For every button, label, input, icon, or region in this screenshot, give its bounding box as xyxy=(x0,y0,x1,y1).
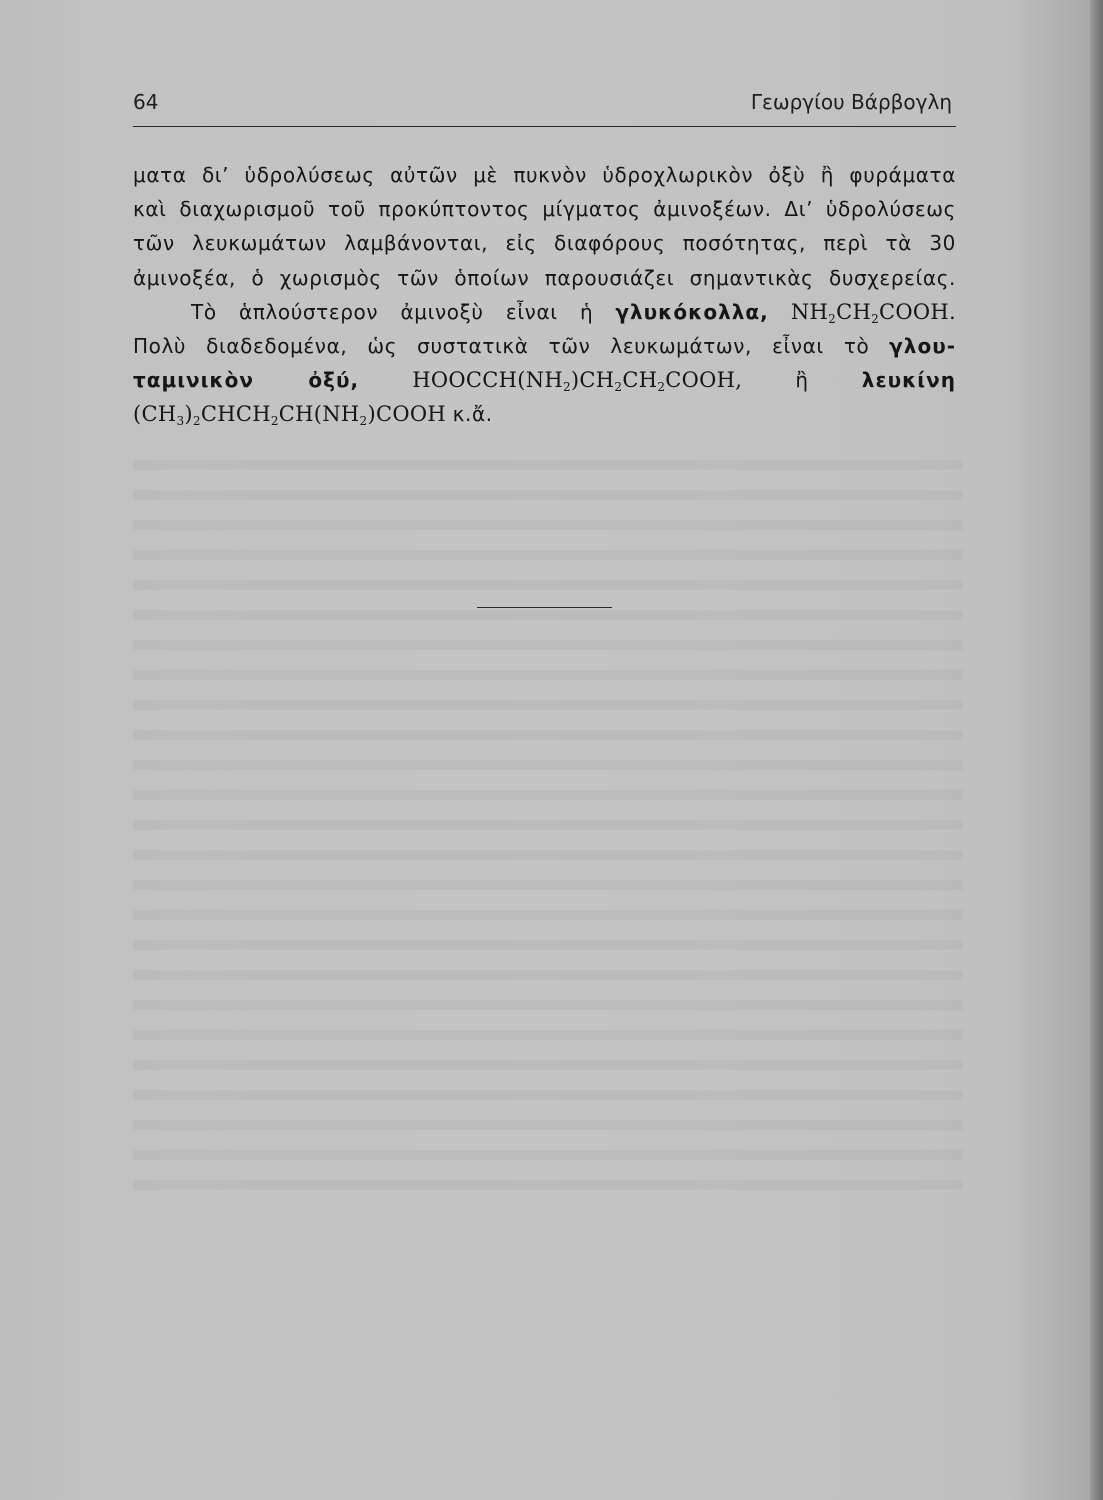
text-run: ἢ xyxy=(795,368,809,393)
text-run: Πολὺ διαδεδομένα, ὡς συστατικὰ τῶν λευκωμάτων, εἶναι τὸ xyxy=(133,333,870,358)
formula-part: COOH, xyxy=(665,368,743,393)
formula-subscript: 2 xyxy=(828,311,837,326)
formula-subscript: 2 xyxy=(657,380,666,395)
formula-part: )COOH xyxy=(367,402,446,427)
page-header xyxy=(133,82,956,127)
formula-subscript: 2 xyxy=(562,380,571,395)
page-number: 64 xyxy=(133,90,159,114)
formula-part: ) xyxy=(184,402,193,427)
formula-part: CH(NH xyxy=(278,402,360,427)
text-line: καὶ διαχωρισμοῦ τοῦ προκύπτοντος μίγματος ἀμινοξέων. Δι’ ὑδρολύσεως xyxy=(133,197,956,222)
formula-subscript: 2 xyxy=(359,414,368,429)
text-line xyxy=(133,363,956,397)
formula-subscript: 2 xyxy=(192,414,201,429)
bleed-through-shadow xyxy=(133,440,963,1200)
text-line: τῶν λευκωμάτων λαμβάνονται, εἰς διαφόρους ποσότητας, περὶ τὰ 30 xyxy=(133,231,956,256)
text-run: Τὸ ἁπλούστερον ἀμινοξὺ εἶναι ἡ xyxy=(191,299,594,324)
formula-part: CH xyxy=(836,299,872,324)
formula-subscript: 2 xyxy=(270,414,279,429)
formula-subscript: 2 xyxy=(614,380,623,395)
running-head: Γεωργίου Βάρβογλη xyxy=(750,90,952,114)
formula-subscript: 3 xyxy=(176,414,185,429)
page-edge-shadow xyxy=(1090,0,1103,1500)
chemical-formula xyxy=(133,402,446,429)
bold-term-leucine: λευκίνη xyxy=(861,368,956,393)
text-line xyxy=(133,397,956,431)
text-line xyxy=(133,329,956,363)
bold-term-glutamic-acid: γλου- xyxy=(889,333,956,358)
section-separator-rule xyxy=(477,607,612,608)
formula-part: COOH. xyxy=(879,299,956,324)
formula-subscript: 2 xyxy=(871,311,879,326)
text-line: ἀμινοξέα, ὁ χωρισμὸς τῶν ὁποίων παρουσιάζει σημαντικὰς δυσχερείας. xyxy=(133,265,956,290)
bold-term-glycine: γλυκόκολλα, xyxy=(615,299,769,324)
formula-part: NH xyxy=(790,299,829,324)
text-line xyxy=(133,295,956,329)
chemical-formula xyxy=(412,368,743,395)
formula-part: CH xyxy=(622,368,658,393)
formula-part: )CH xyxy=(570,368,615,393)
bold-term-glutamic-acid-cont: ταμινικὸν ὀξύ, xyxy=(133,368,360,393)
text-line: ματα δι’ ὑδρολύσεως αὐτῶν μὲ πυκνὸν ὑδροχλωρικὸν ὀξὺ ἢ φυράματα xyxy=(133,163,956,187)
text-run: κ.ἄ. xyxy=(452,402,493,427)
formula-part: (CH xyxy=(133,402,177,427)
formula-part: CHCH xyxy=(200,402,271,427)
body-text xyxy=(133,158,956,432)
formula-part: HOOCCH(NH xyxy=(412,368,563,393)
chemical-formula xyxy=(791,300,956,324)
